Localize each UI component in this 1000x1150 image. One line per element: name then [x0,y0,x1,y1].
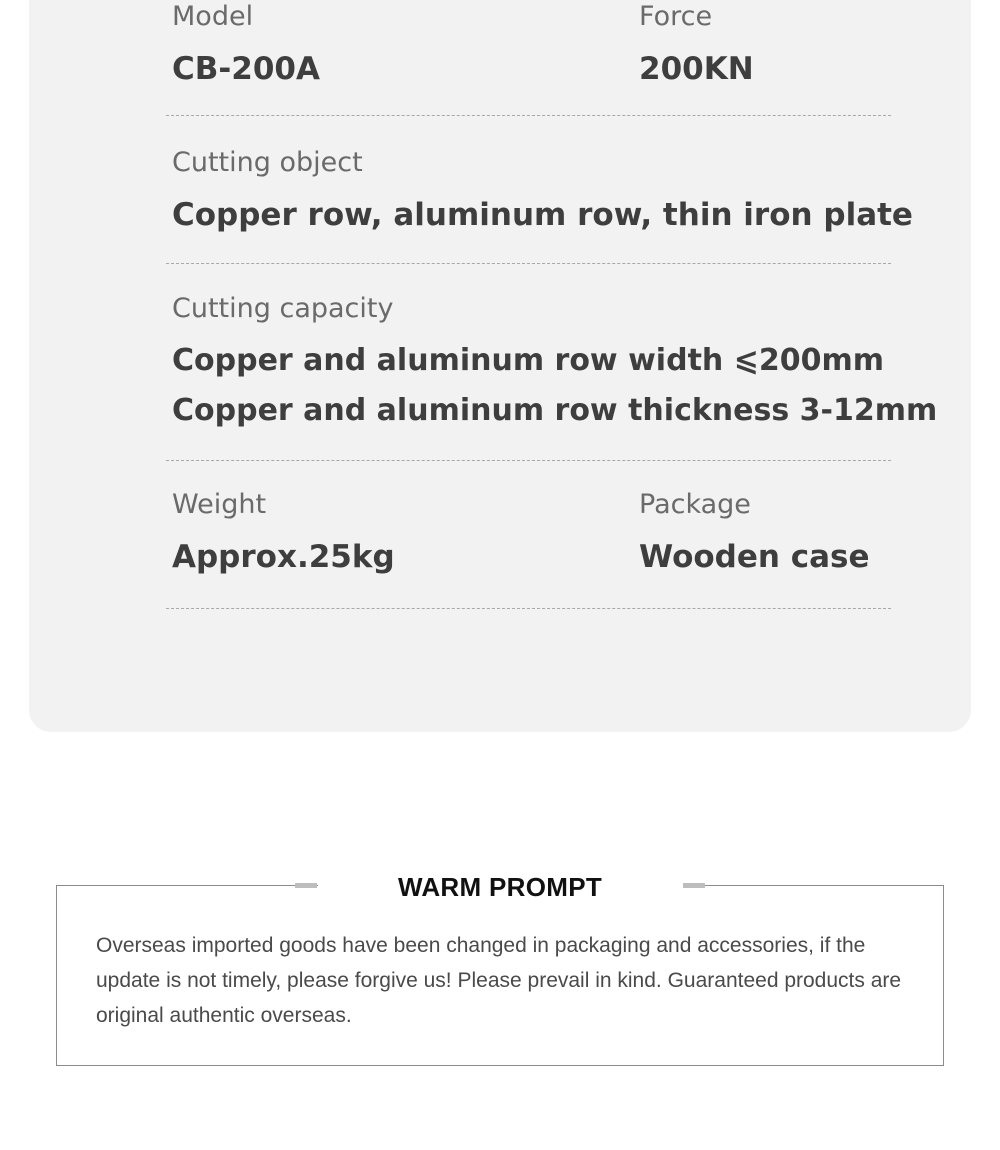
spec-row-cutting-object [166,116,913,264]
spec-label: Package [639,489,751,520]
spec-value: CB-200A [172,51,320,87]
spec-row-model-force [166,0,891,116]
spec-label: Force [639,1,713,32]
title-dash-left [295,883,317,888]
spec-card [29,0,971,732]
spec-value-width: Copper and aluminum row width ⩽200mm [172,343,884,378]
spec-value: Copper row, aluminum row, thin iron plate [172,197,913,233]
spec-value: 200KN [639,51,754,87]
spec-value: Wooden case [639,539,870,575]
warm-prompt-border-right [683,885,943,886]
spec-label: Cutting object [172,147,363,178]
spec-label: Cutting capacity [172,293,394,324]
spec-row-weight-package [166,461,891,609]
spec-row-cutting-capacity [166,264,938,461]
spec-label: Weight [172,489,267,520]
spec-value: Approx.25kg [172,539,395,575]
spec-label: Model [172,1,254,32]
warm-prompt-text: Overseas imported goods have been changed in packaging and accessories, if the update is not timely, please forgive us! Please prevail in kind. Guaranteed products are original authentic overseas. [96,934,902,1027]
warm-prompt-border-left [56,885,318,886]
spec-value-thickness: Copper and aluminum row thickness 3-12mm [172,393,938,428]
warm-prompt-title: WARM PROMPT [397,872,603,902]
title-dash-right [683,883,705,888]
